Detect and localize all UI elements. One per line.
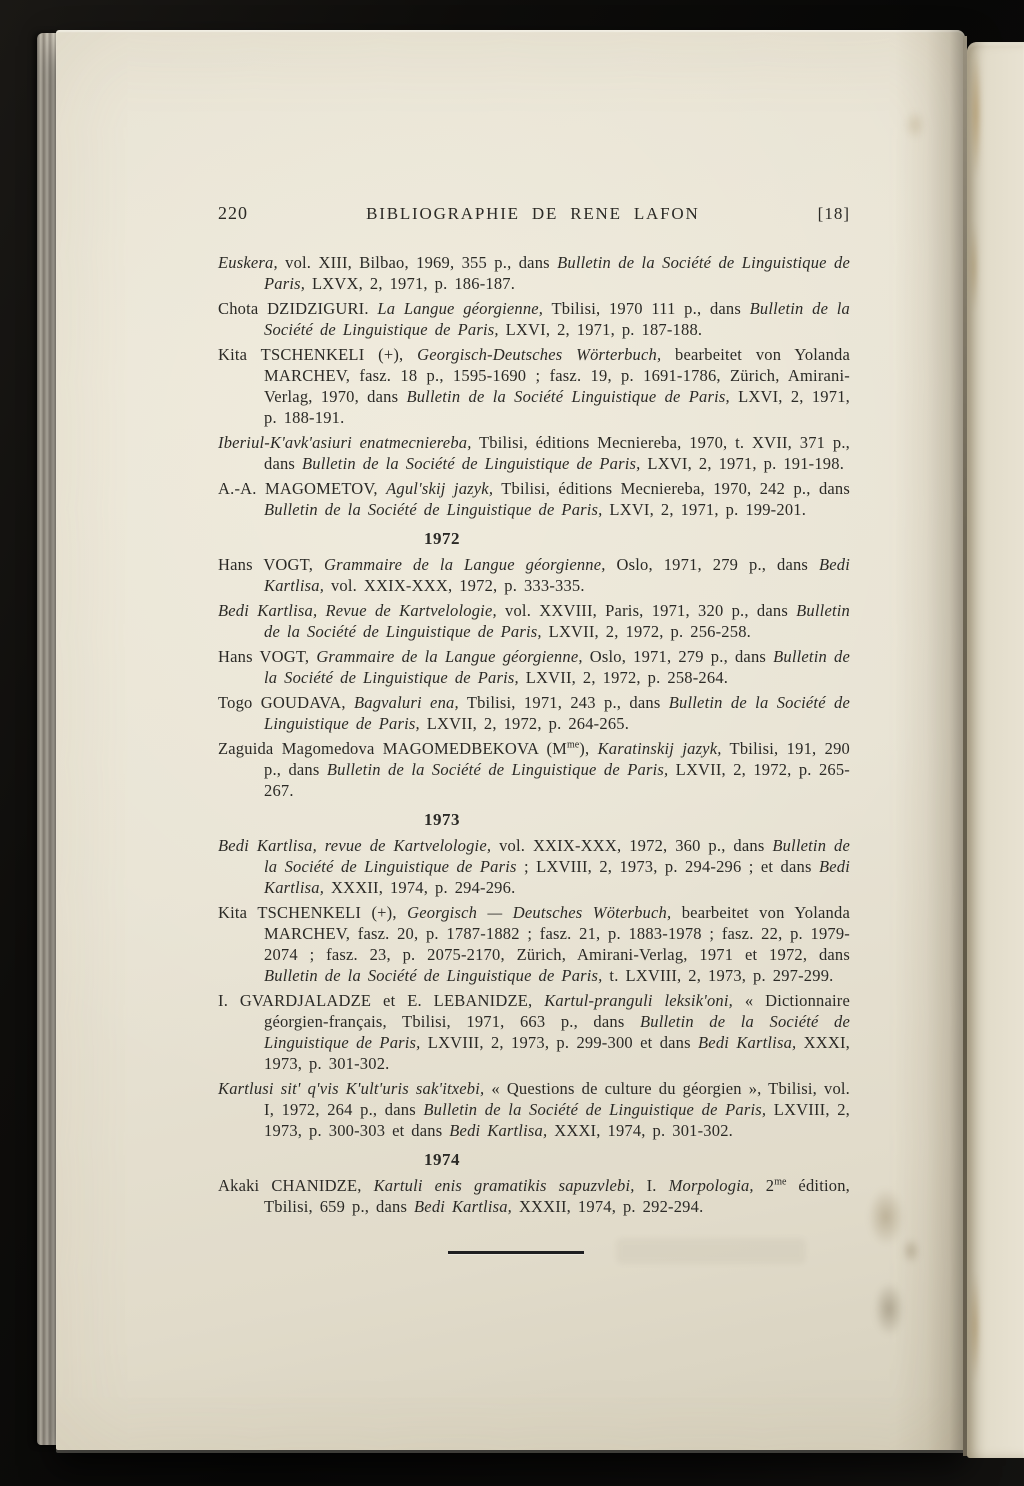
stain	[874, 1282, 904, 1336]
stain	[970, 48, 982, 178]
adjacent-page-edge	[967, 42, 1024, 1458]
page-title: BIBLIOGRAPHIE DE RENE LAFON	[366, 204, 700, 223]
page-reference-bracket: [18]	[817, 204, 850, 223]
bibliography-entry: Chota DZIDZIGURI. La Langue géorgienne, Tbilisi, 1970 111 p., dans Bulletin de la Société de Linguistique de Paris, LXVI, 2, 1971, p. 187-188.	[218, 299, 850, 339]
year-heading: 1972	[424, 529, 460, 548]
book-page	[56, 30, 965, 1450]
bibliography-entry: Bedi Kartlisa, revue de Kartvelologie, vol. XXIX-XXX, 1972, 360 p., dans Bulletin de la Société de Linguistique de Paris ; LXVIII, 2, 1973, p. 294-296 ; et dans Bedi Kartlisa, XXXII, 1974, p. 294-296.	[218, 836, 850, 897]
bibliography-entry: A.-A. MAGOMETOV, Agul'skij jazyk, Tbilisi, éditions Mecniereba, 1970, 242 p., dans Bulletin de la Société de Linguistique de Paris, LXVI, 2, 1971, p. 199-201.	[218, 479, 850, 519]
bibliography-entry: Hans VOGT, Grammaire de la Langue géorgienne, Oslo, 1971, 279 p., dans Bedi Kartlisa, vol. XXIX-XXX, 1972, p. 333-335.	[218, 555, 850, 595]
page-header	[218, 203, 850, 224]
bibliography-entry: Kita TSCHENKELI (+), Georgisch-Deutsches Wörterbuch, bearbeitet von Yolanda MARCHEV, fasz. 18 p., 1595-1690 ; fasz. 19, p. 1691-1786, Zürich, Amirani-Verlag, 1970, dans Bulletin de la Société Linguistique de Paris, LXVI, 2, 1971, p. 188-191.	[218, 345, 850, 427]
bibliography-entry: I. GVARDJALADZE et E. LEBANIDZE, Kartul-pranguli leksik'oni, « Dictionnaire géorgien-français, Tbilisi, 1971, 663 p., dans Bulletin de la Société de Linguistique de Paris, LXVIII, 2, 1973, p. 299-300 et dans Bedi Kartlisa, XXXI, 1973, p. 301-302.	[218, 991, 851, 1073]
bibliography-entry: Akaki CHANIDZE, Kartuli enis gramatikis sapuzvlebi, I. Morpologia, $2^{me}$ édition, Tbilisi, 659 p., dans Bedi Kartlisa, XXXII, 1974, p. 292-294.	[218, 1176, 850, 1216]
stain	[904, 110, 926, 140]
gutter-shadow	[895, 30, 965, 1450]
ink-bleedthrough	[616, 1238, 806, 1264]
year-heading: 1973	[424, 810, 460, 829]
bibliography-entry: Kartlusi sit' q'vis K'ult'uris sak'itxebi, « Questions de culture du géorgien », Tbilisi, vol. I, 1972, 264 p., dans Bulletin de la Société de Linguistique de Paris, LXVIII, 2, 1973, p. 300-303 et dans Bedi Kartlisa, XXXI, 1974, p. 301-302.	[218, 1079, 851, 1140]
bibliography-entry: Kita TSCHENKELI (+), Georgisch — Deutsches Wöterbuch, bearbeitet von Yolanda MARCHEV, fasz. 20, p. 1787-1882 ; fasz. 21, p. 1883-1978 ; fasz. 22, p. 1979-2074 ; fasz. 23, p. 2075-2170, Zürich, Amirani-Verlag, 1971 et 1972, dans Bulletin de la Société de Linguistique de Paris, t. LXVIII, 2, 1973, p. 297-299.	[218, 903, 850, 985]
stain	[969, 222, 979, 312]
page-number: 220	[218, 203, 248, 223]
bibliography-entry: Bedi Kartlisa, Revue de Kartvelologie, vol. XXVIII, Paris, 1971, 320 p., dans Bulletin de la Société de Linguistique de Paris, LXVII, 2, 1972, p. 256-258.	[218, 601, 850, 641]
bibliography-entry: Togo GOUDAVA, Bagvaluri ena, Tbilisi, 1971, 243 p., dans Bulletin de la Société de Linguistique de Paris, LXVII, 2, 1972, p. 264-265.	[218, 693, 851, 733]
bibliography-entry: Iberiul-K'avk'asiuri enatmecniereba, Tbilisi, éditions Mecniereba, 1970, t. XVII, 371 p., dans Bulletin de la Société de Linguistique de Paris, LXVI, 2, 1971, p. 191-198.	[218, 433, 850, 473]
bibliography-entry: Euskera, vol. XIII, Bilbao, 1969, 355 p., dans Bulletin de la Société de Linguistique de Paris, LXVX, 2, 1971, p. 186-187.	[218, 253, 850, 293]
page-edges-left	[37, 33, 58, 1445]
section-end-rule	[448, 1251, 584, 1254]
year-heading: 1974	[424, 1150, 460, 1169]
bibliography-entry: Zaguida Magomedova MAGOMEDBEKOVA $(M^{me})$, Karatinskij jazyk, Tbilisi, 191, 290 p., dans Bulletin de la Société de Linguistique de Paris, LXVII, 2, 1972, p. 265-267.	[218, 739, 850, 800]
bibliography-entries	[218, 252, 850, 1254]
bibliography-entry: Hans VOGT, Grammaire de la Langue géorgienne, Oslo, 1971, 279 p., dans Bulletin de la Société de Linguistique de Paris, LXVII, 2, 1972, p. 258-264.	[218, 647, 851, 687]
stain	[902, 1238, 920, 1264]
stain	[969, 1272, 981, 1382]
stain	[868, 1188, 904, 1246]
